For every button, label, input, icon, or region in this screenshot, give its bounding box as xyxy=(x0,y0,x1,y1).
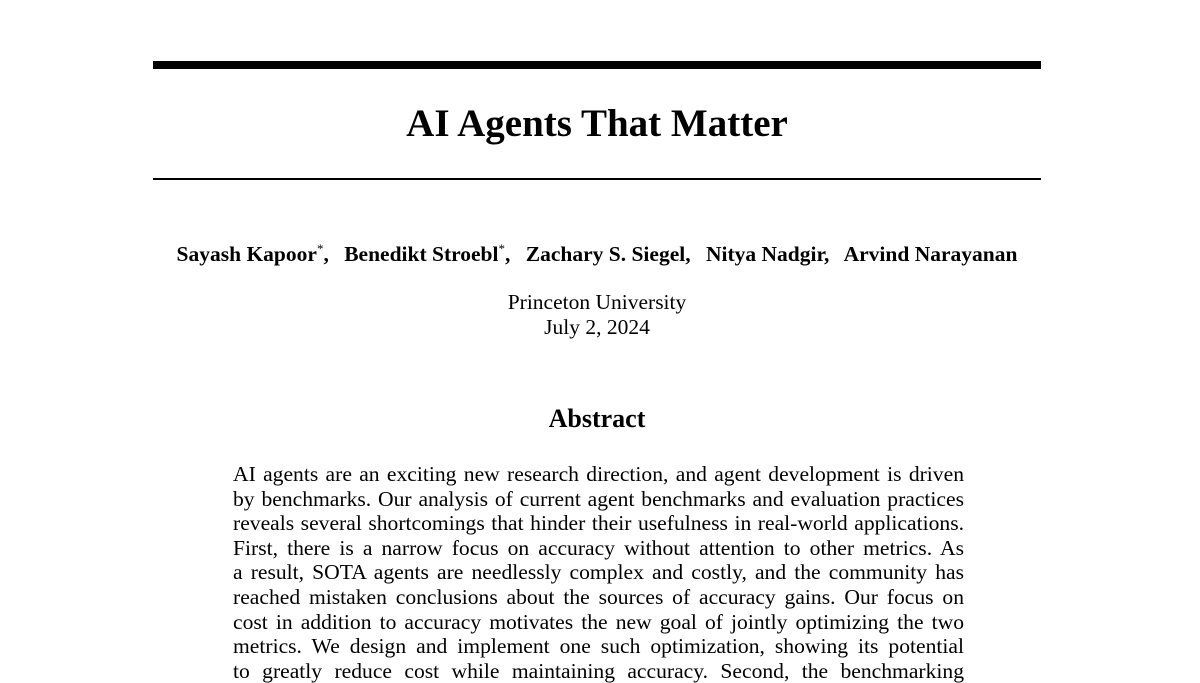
affiliation: Princeton University xyxy=(507,290,687,314)
abstract-line: a result, SOTA agents are needlessly complex and costly, and the community has xyxy=(233,560,964,585)
abstract-text xyxy=(233,462,965,683)
abstract-line: cost in addition to accuracy motivates the new goal of jointly optimizing the two xyxy=(233,609,964,634)
author: Zachary S. Siegel, xyxy=(525,242,691,266)
affiliation-block xyxy=(153,290,1041,340)
abstract-line: reached mistaken conclusions about the sources of accuracy gains. Our focus on xyxy=(233,584,964,609)
paper-title: AI Agents That Matter xyxy=(406,102,788,145)
equal-contribution-mark: * xyxy=(498,241,505,256)
author: Nitya Nadgir, xyxy=(705,242,830,266)
author: Benedikt Stroebl*, xyxy=(344,241,511,266)
author-list xyxy=(100,240,1094,271)
abstract-line: by benchmarks. Our analysis of current agent benchmarks and evaluation practices xyxy=(233,486,964,511)
abstract-line: AI agents are an exciting new research direction, and agent development is driven xyxy=(233,462,964,486)
abstract-line: reveals several shortcomings that hinder their usefulness in real-world applications. xyxy=(233,511,964,536)
abstract-line: to greatly reduce cost while maintaining accuracy. Second, the benchmarking xyxy=(233,658,964,683)
title-top-rule xyxy=(153,61,1041,69)
abstract-heading: Abstract xyxy=(548,404,646,433)
abstract-line: metrics. We design and implement one such optimization, showing its potential xyxy=(233,634,964,659)
author: Sayash Kapoor*, xyxy=(176,241,329,266)
equal-contribution-mark: * xyxy=(316,241,324,256)
publication-date: July 2, 2024 xyxy=(544,315,650,339)
author: Arvind Narayanan xyxy=(843,242,1018,266)
title-bottom-rule xyxy=(153,178,1041,180)
abstract-line: First, there is a narrow focus on accuracy without attention to other metrics. As xyxy=(233,535,964,560)
